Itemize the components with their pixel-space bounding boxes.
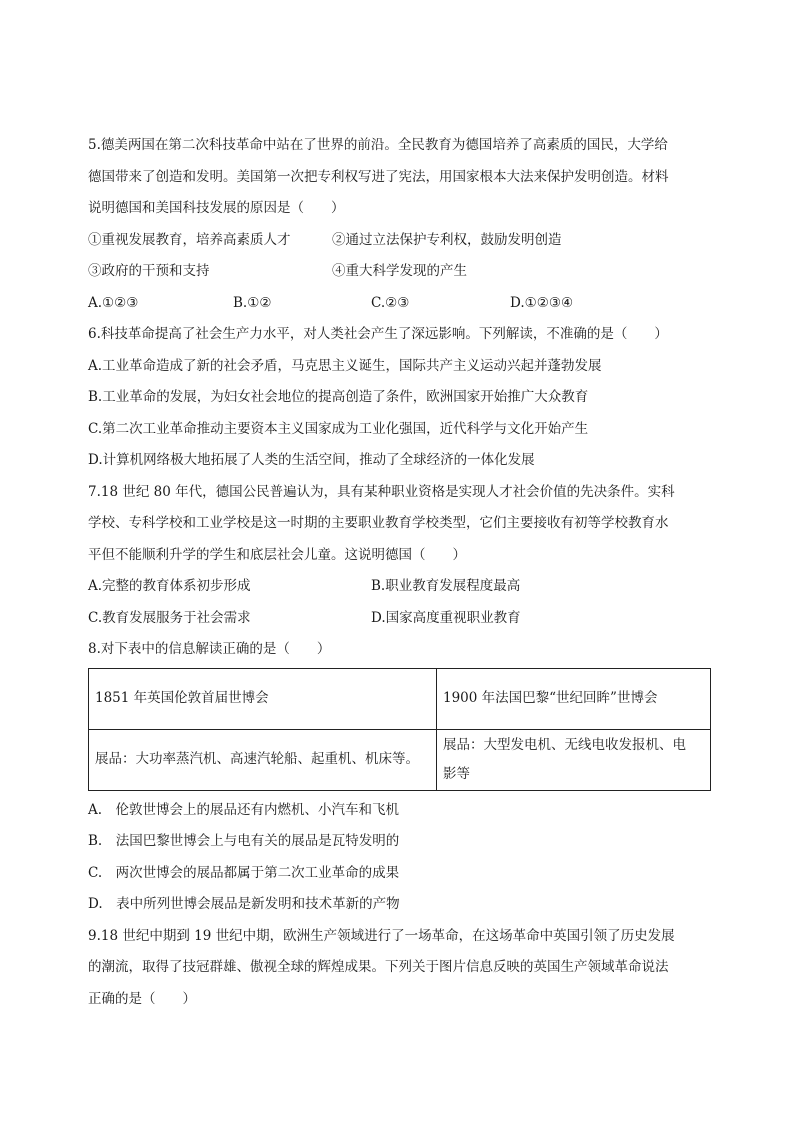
question-6-option-c: C.第二次工业革命推动主要资本主义国家成为工业化强国，近代科学与文化开始产生 — [88, 420, 589, 437]
question-8-option-c: C. 两次世博会的展品都属于第二次工业革命的成果 — [88, 864, 400, 881]
question-7-stem-line: 平但不能顺利升学的学生和底层社会儿童。这说明德国（ ） — [88, 546, 466, 563]
question-9-stem-line: 正确的是（ ） — [88, 990, 196, 1007]
table-cell-paris-line: 展品：大型发电机、无线电收发报机、电 — [443, 736, 686, 753]
table-row — [89, 668, 711, 729]
question-5-item: ③政府的干预和支持 — [88, 263, 210, 279]
question-8-option-a: A. 伦敦世博会上的展品还有内燃机、小汽车和飞机 — [88, 801, 400, 818]
question-5 — [88, 130, 710, 319]
question-6-option-d: D.计算机网络极大地拓展了人类的生活空间，推动了全球经济的一体化发展 — [88, 452, 535, 468]
question-5-items-row — [88, 225, 710, 257]
question-5-item: ④重大科学发现的产生 — [332, 263, 467, 279]
table-header-paris: 1900 年法国巴黎“世纪回眸”世博会 — [437, 668, 711, 729]
question-6-option-b: B.工业革命的发展，为妇女社会地位的提高创造了条件，欧洲国家开始推广大众教育 — [88, 389, 589, 405]
question-5-option-d: D.①②③④ — [510, 294, 574, 311]
question-7-options-row — [88, 603, 710, 635]
question-7-stem-line: 学校、专科学校和工业学校是这一时期的主要职业教育学校类型，它们主要接收有初等学校教育水 — [88, 515, 669, 531]
question-5-items-row — [88, 256, 710, 288]
question-7-option-d: D.国家高度重视职业教育 — [371, 609, 521, 626]
question-9-stem-line: 9.18 世纪中期到 19 世纪中期，欧洲生产领域进行了一场革命，在这场革命中英国引领了历史发展 — [88, 927, 675, 944]
question-5-stem-line: 德国带来了创造和发明。美国第一次把专利权写进了宪法，用国家根本大法来保护发明创造。材料 — [88, 168, 669, 185]
question-5-option-a: A.①②③ — [88, 294, 139, 311]
question-9-stem-line: 的潮流，取得了技冠群雄、傲视全球的辉煌成果。下列关于图片信息反映的英国生产领域革命说法 — [88, 959, 669, 975]
table-header-london: 1851 年英国伦敦首届世博会 — [89, 668, 437, 729]
question-6-option-a: A.工业革命造成了新的社会矛盾，马克思主义诞生，国际共产主义运动兴起并蓬勃发展 — [88, 357, 602, 374]
question-7 — [88, 477, 710, 635]
question-7-options-row — [88, 571, 710, 603]
question-6-stem: 6.科技革命提高了社会生产力水平，对人类社会产生了深远影响。下列解读，不准确的是（ ） — [88, 326, 668, 342]
question-5-stem-line: 说明德国和美国科技发展的原因是（ ） — [88, 200, 345, 216]
table-row — [89, 729, 711, 790]
question-5-item: ②通过立法保护专利权，鼓励发明创造 — [332, 231, 562, 248]
question-5-option-b: B.①② — [233, 294, 272, 311]
question-5-option-c: C.②③ — [371, 294, 410, 311]
question-6 — [88, 319, 710, 477]
question-5-stem-line: 5.德美两国在第二次科技革命中站在了世界的前沿。全民教育为德国培养了高素质的国民，大学给 — [88, 137, 668, 153]
question-7-option-c: C.教育发展服务于社会需求 — [88, 609, 251, 626]
question-8-option-d: D. 表中所列世博会展品是新发明和技术革新的产物 — [88, 896, 400, 912]
question-7-stem-line: 7.18 世纪 80 年代，德国公民普遍认为，具有某种职业资格是实现人才社会价值的先决条件。实科 — [88, 483, 675, 500]
table-cell-london-exhibits: 展品：大功率蒸汽机、高速汽轮船、起重机、机床等。 — [89, 729, 437, 790]
question-7-option-a: A.完整的教育体系初步形成 — [88, 578, 251, 594]
exam-page — [88, 130, 710, 1015]
question-7-option-b: B.职业教育发展程度最高 — [371, 578, 521, 594]
question-5-options-row — [88, 288, 710, 320]
table-cell-paris-exhibits — [437, 729, 711, 790]
question-9 — [88, 921, 710, 1016]
question-8 — [88, 634, 710, 921]
question-5-item: ①重视发展教育，培养高素质人才 — [88, 231, 291, 248]
table-cell-paris-line: 影等 — [443, 765, 470, 782]
expo-table — [88, 668, 711, 791]
question-8-option-b: B. 法国巴黎世博会上与电有关的展品是瓦特发明的 — [88, 833, 400, 849]
question-8-stem: 8.对下表中的信息解读正确的是（ ） — [88, 641, 331, 657]
